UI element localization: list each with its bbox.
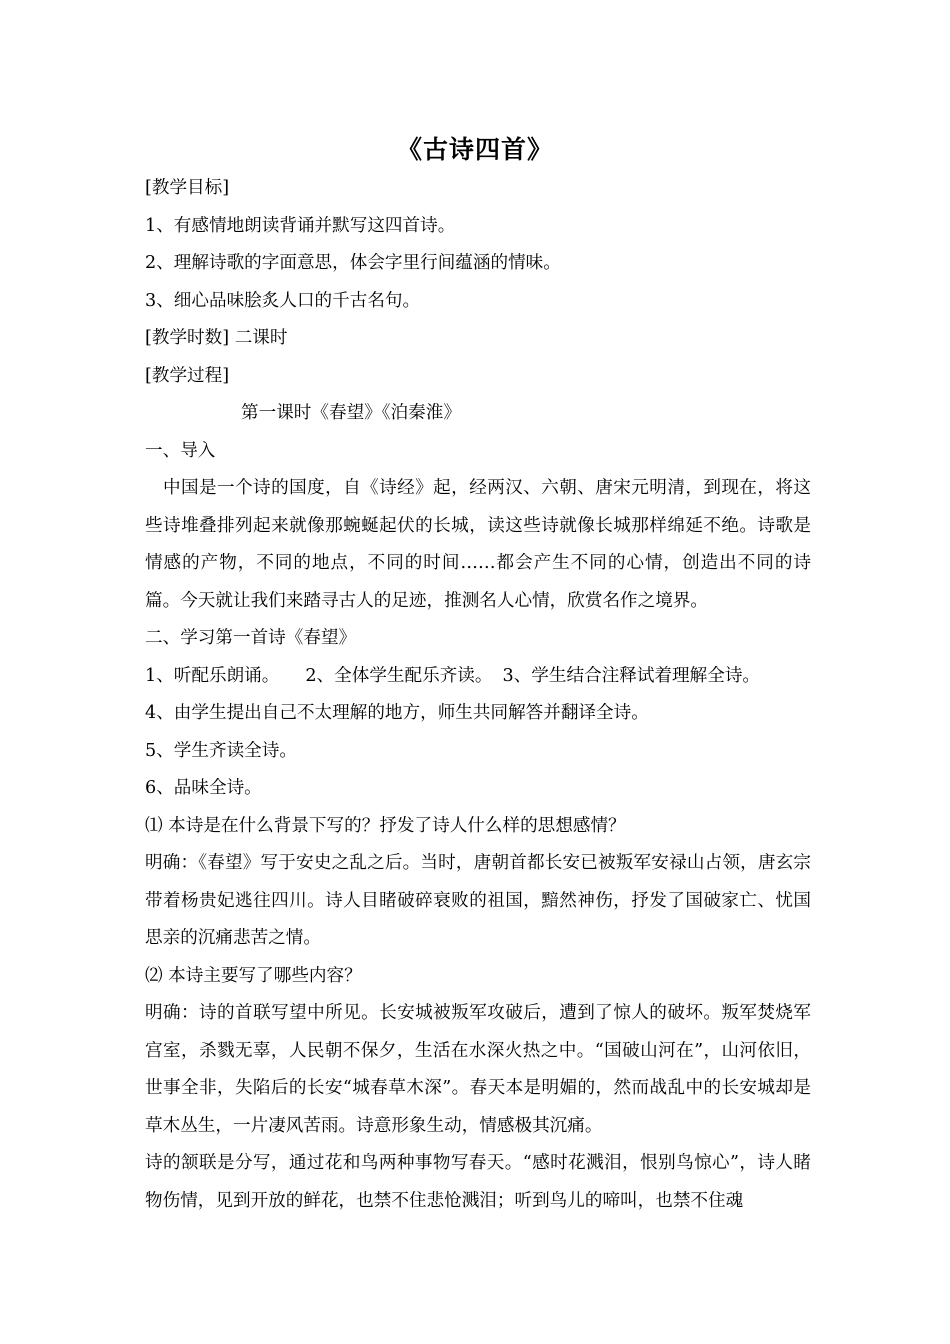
objective-item: 3、细心品味脍炙人口的千古名句。 — [145, 290, 421, 311]
question-1: ⑴ 本诗是在什么背景下写的？抒发了诗人什么样的思想感情？ — [145, 815, 626, 836]
intro-paragraph: 中国是一个诗的国度，自《诗经》起，经两汉、六朝、唐宋元明清，到现在，将这些诗堆叠排列起来就像那蜿蜒起伏的长城，读这些诗就像长城那样绵延不绝。诗歌是情感的产物，不同的地点，不同的时间……都会产生不同的心情，创造出不同的诗篇。今天就让我们来踏寻古人的足迹，推测名人心情，欣赏名作之境界。 — [145, 478, 811, 611]
teaching-hours: [教学时数] 二课时 — [145, 328, 288, 348]
step-item: 6、品味全诗。 — [145, 778, 262, 798]
objective-item: 1、有感情地朗读背诵并默写这四首诗。 — [145, 215, 456, 236]
step-item: 4、由学生提出自己不太理解的地方，师生共同解答并翻译全诗。 — [145, 703, 649, 723]
document-title: 《古诗四首》 — [396, 135, 553, 164]
objective-item: 2、理解诗歌的字面意思，体会字里行间蕴涵的情味。 — [145, 253, 561, 273]
intro-heading: 一、导入 — [145, 440, 216, 461]
answer-2: 明确：诗的首联写望中所见。长安城被叛军攻破后，遭到了惊人的破坏。叛军焚烧军宫室，杀戮无辜，人民朝不保夕，生活在水深火热之中。“国破山河在”，山河依旧，世事全非，失陷后的长安“城春草木深”。春天本是明媚的，然而战乱中的长安城却是草木丛生，一片凄风苦雨。诗意形象生动，情感极其沉痛。 — [145, 1003, 811, 1136]
answer-1: 明确：《春望》写于安史之乱之后。当时，唐朝首都长安已被叛军安禄山占领，唐玄宗带着杨贵妃逃往四川。诗人目睹破碎衰败的祖国，黯然神伤，抒发了国破家亡、忧国思亲的沉痛悲苦之情。 — [145, 853, 811, 948]
answer-3: 诗的颔联是分写，通过花和鸟两种事物写春天。“感时花溅泪，恨别鸟惊心”，诗人睹物伤情，见到开放的鲜花，也禁不住悲怆溅泪；听到鸟儿的啼叫，也禁不住魂 — [145, 1153, 811, 1211]
lesson-title: 第一课时《春望》《泊秦淮》 — [241, 403, 461, 423]
process-heading: [教学过程] — [145, 365, 230, 386]
steps-row — [145, 658, 811, 696]
step-item: 3、学生结合注释试着理解全诗。 — [502, 665, 761, 686]
step-item: 2、全体学生配乐齐读。 — [305, 665, 493, 686]
objectives-heading: [教学目标] — [145, 178, 230, 198]
step-item: 1、听配乐朗诵。 — [145, 665, 280, 686]
document-body — [145, 170, 811, 1220]
study-heading: 二、学习第一首诗《春望》 — [145, 628, 357, 648]
question-2: ⑵ 本诗主要写了哪些内容？ — [145, 965, 362, 986]
step-item: 5、学生齐读全诗。 — [145, 740, 297, 761]
